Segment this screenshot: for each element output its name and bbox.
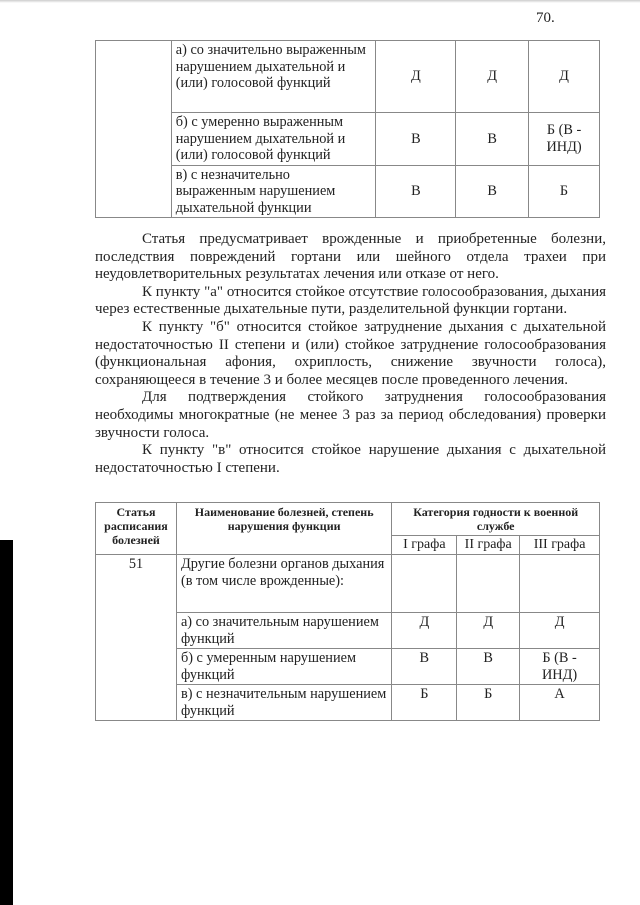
- grade-cell: [520, 555, 600, 613]
- grade-cell: Д: [457, 613, 520, 649]
- disease-name-cell: в) с незначительно выраженным нарушением дыхательной функции: [171, 165, 376, 218]
- table-row: [96, 165, 600, 218]
- table-row: [96, 113, 600, 166]
- header-category: Категория годности к военной службе: [392, 503, 600, 536]
- grade-cell: В: [376, 165, 456, 218]
- disease-name-cell: Другие болезни органов дыхания (в том числе врожденные):: [176, 555, 391, 613]
- grade-cell: Д: [376, 41, 456, 113]
- grade-cell: Д: [392, 613, 457, 649]
- disease-name-cell: а) со значительным нарушением функций: [176, 613, 391, 649]
- page-number: 70.: [536, 10, 555, 26]
- grade-cell: Д: [456, 41, 529, 113]
- grade-cell: В: [376, 113, 456, 166]
- grade-cell: В: [457, 649, 520, 685]
- grade-cell: Д: [529, 41, 600, 113]
- grade-cell: Д: [520, 613, 600, 649]
- header-name: Наименование болезней, степень нарушения функции: [176, 503, 391, 555]
- table-article-continued: [95, 40, 600, 218]
- scan-margin-bar: [0, 540, 13, 905]
- table-row: [96, 41, 600, 113]
- article-cell: [96, 41, 172, 218]
- table-row: [96, 555, 600, 613]
- grade-cell: В: [456, 165, 529, 218]
- grade-cell: Б (В - ИНД): [529, 113, 600, 166]
- grade-cell: Б: [457, 685, 520, 721]
- header-g2: II графа: [457, 536, 520, 555]
- paragraph: К пункту "а" относится стойкое отсутствие голосообразования, дыхания через естественные дыхательные пути, разделительной функции гортани.: [95, 283, 606, 318]
- grade-cell: В: [392, 649, 457, 685]
- table-article-51: [95, 502, 600, 721]
- disease-name-cell: б) с умеренным нарушением функций: [176, 649, 391, 685]
- disease-name-cell: а) со значительно выраженным нарушением дыхательной и (или) голосовой функций: [171, 41, 376, 113]
- disease-name-cell: б) с умеренно выраженным нарушением дыхательной и (или) голосовой функций: [171, 113, 376, 166]
- grade-cell: [457, 555, 520, 613]
- grade-cell: В: [456, 113, 529, 166]
- paragraph: К пункту "б" относится стойкое затруднение дыхания с дыхательной недостаточностью II степени и (или) стойкое затруднение голосообразования (функциональная афония, охриплость, снижение звучности голоса), сохраняющееся в течение 3 и более месяцев после проведенного лечения.: [95, 318, 606, 388]
- grade-cell: А: [520, 685, 600, 721]
- grade-cell: Б: [392, 685, 457, 721]
- header-row: [96, 503, 600, 536]
- header-article: Статья расписания болезней: [96, 503, 177, 555]
- grade-cell: [392, 555, 457, 613]
- header-g1: I графа: [392, 536, 457, 555]
- scan-edge: [0, 0, 640, 3]
- paragraph: Статья предусматривает врожденные и приобретенные болезни, последствия повреждений гортани или шейного отдела трахеи при неудовлетворительных результатах лечения или отказе от него.: [95, 231, 606, 283]
- body-text: [95, 231, 606, 477]
- header-g3: III графа: [520, 536, 600, 555]
- article-number: 51: [96, 555, 177, 721]
- paragraph: Для подтверждения стойкого затруднения голосообразования необходимы многократные (не менее 3 раз за период обследования) проверки звучности голоса.: [95, 389, 606, 441]
- disease-name-cell: в) с незначительным нарушением функций: [176, 685, 391, 721]
- grade-cell: Б (В - ИНД): [520, 649, 600, 685]
- paragraph: К пункту "в" относится стойкое нарушение дыхания с дыхательной недостаточностью I степени.: [95, 442, 606, 476]
- grade-cell: Б: [529, 165, 600, 218]
